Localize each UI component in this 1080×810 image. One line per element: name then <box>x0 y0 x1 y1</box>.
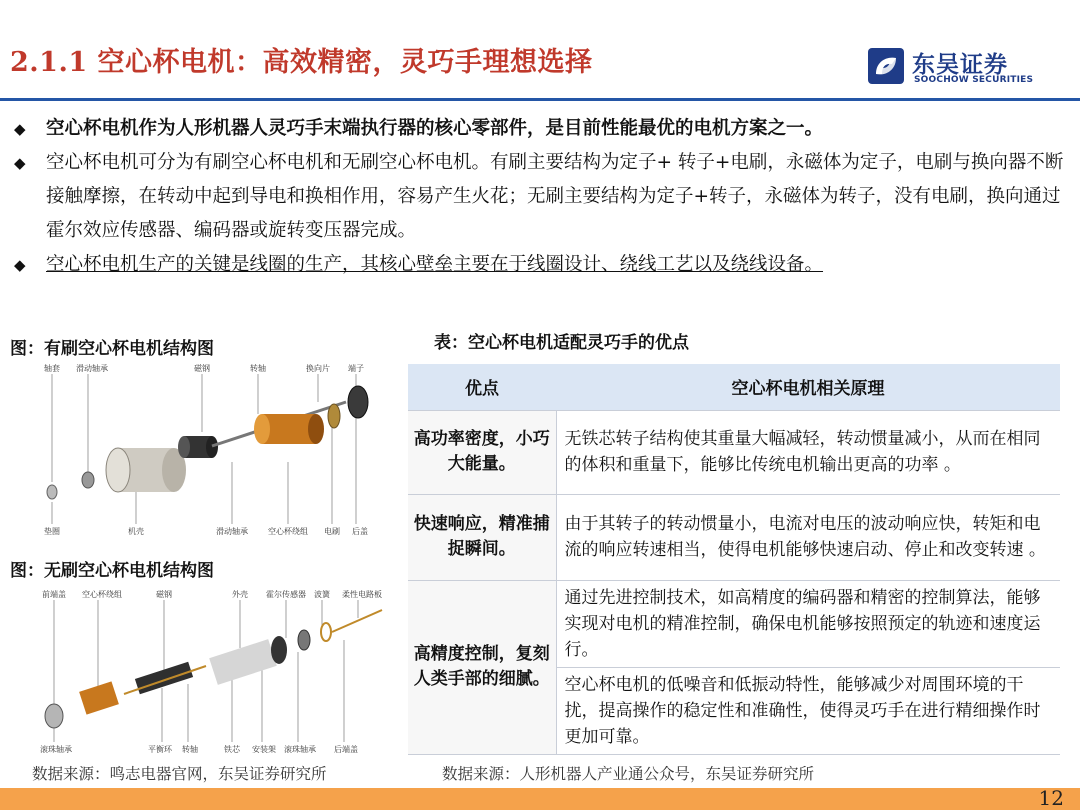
housing-part <box>106 448 186 492</box>
diamond-bullet-icon: ◆ <box>14 120 26 138</box>
brushless-motor-diagram <box>36 588 388 758</box>
soochow-logo-mark-icon <box>868 48 904 84</box>
figure1-top-label: 端子 <box>348 364 364 373</box>
advantage-cell: 高功率密度，小巧大能量。 <box>408 410 556 494</box>
hall-sensor-part <box>298 630 310 650</box>
diamond-bullet-icon: ◆ <box>14 154 26 172</box>
figure2-bottom-label: 铁芯 <box>224 745 240 754</box>
bullet-item <box>14 112 1070 146</box>
figure2-bottom-label: 后端盖 <box>334 745 358 754</box>
figure1-top-label: 轴套 <box>44 364 60 373</box>
page-number: 12 <box>1038 786 1064 810</box>
rotor-magnet-part <box>124 662 206 695</box>
figure1-bottom-label: 滑动轴承 <box>216 527 248 536</box>
table-row <box>408 410 1060 494</box>
figure1-caption: 图：有刷空心杯电机结构图 <box>10 339 214 359</box>
source-note-left: 数据来源：鸣志电器官网，东吴证券研究所 <box>32 765 327 783</box>
flex-board-part <box>332 610 382 632</box>
table-caption: 表：空心杯电机适配灵巧手的优点 <box>434 333 689 353</box>
figure2-top-label: 空心杯绕组 <box>82 590 122 599</box>
figure2-top-label: 波簧 <box>314 590 330 599</box>
principle-cell: 通过先进控制技术，如高精度的编码器和精密的控制算法，能够实现对电机的精准控制，确保电机能够按照预定的轨迹和速度运行。 <box>556 580 1060 667</box>
bullet-text: 空心杯电机可分为有刷空心杯电机和无刷空心杯电机。有刷主要结构为定子+ 转子+电刷，永磁体为定子，电刷与换向器不断接触摩擦，在转动中起到导电和换相作用，容易产生火花；无刷主要结构为定子+转子，永磁体为转子，没有电刷，换向通过霍尔效应传感器、编码器或旋转变压器完成。 <box>46 152 1064 241</box>
figure2-bottom-label: 安装架 <box>252 745 276 754</box>
bullet-list <box>14 112 1070 282</box>
figure1-bottom-label: 后盖 <box>352 527 368 536</box>
table-row <box>408 494 1060 580</box>
bearing-part <box>82 472 94 488</box>
logo-chinese-text: 东吴证券 <box>912 52 1008 78</box>
figure1-bottom-label: 垫圈 <box>44 527 60 536</box>
coil-part <box>254 414 324 444</box>
figure2-top-label: 柔性电路板 <box>342 590 382 599</box>
soochow-logo <box>868 46 1068 90</box>
figure1-bottom-label: 电刷 <box>324 527 340 536</box>
figure2-bottom-label: 滚珠轴承 <box>40 745 72 754</box>
table-header-cell: 空心杯电机相关原理 <box>556 364 1060 410</box>
table-row <box>408 580 1060 667</box>
winding-part <box>79 681 119 714</box>
principle-cell: 由于其转子的转动惯量小，电流对电压的波动响应快，转矩和电流的响应转速相当，使得电机能够快速启动、停止和改变转速 。 <box>556 494 1060 580</box>
footer-bar <box>0 788 1080 810</box>
figure1-top-label: 换向片 <box>306 364 330 373</box>
table-header-cell: 优点 <box>408 364 556 410</box>
figure2-top-label: 磁钢 <box>156 590 172 599</box>
diamond-bullet-icon: ◆ <box>14 256 26 274</box>
title-divider <box>0 98 1080 101</box>
bullet-text: 空心杯电机生产的关键是线圈的生产，其核心壁垒主要在于线圈设计、绕线工艺以及绕线设备。 <box>46 254 824 275</box>
brushed-motor-diagram <box>36 362 388 550</box>
table-header-row <box>408 364 1060 410</box>
front-cover-part <box>45 704 63 728</box>
figure2-bottom-label: 滚珠轴承 <box>284 745 316 754</box>
commutator-part <box>328 404 340 428</box>
outer-shell-part <box>209 636 287 685</box>
washer-part <box>47 485 57 499</box>
page-title: 2.1.1 空心杯电机：高效精密，灵巧手理想选择 <box>10 47 593 78</box>
magnet-part <box>178 436 218 458</box>
figure1-bottom-label: 机壳 <box>128 527 144 536</box>
end-cap-part <box>348 386 368 418</box>
figure1-top-label: 转轴 <box>250 364 266 373</box>
figure1-top-label: 滑动轴承 <box>76 364 108 373</box>
advantages-table <box>408 364 1060 755</box>
source-note-right: 数据来源：人形机器人产业通公众号，东吴证券研究所 <box>442 765 815 783</box>
bullet-item <box>14 248 1070 282</box>
principle-cell: 空心杯电机的低噪音和低振动特性，能够减少对周围环境的干扰，提高操作的稳定性和准确性，使得灵巧手在进行精细操作时更加可靠。 <box>556 667 1060 754</box>
advantage-cell: 快速响应，精准捕捉瞬间。 <box>408 494 556 580</box>
advantage-cell: 高精度控制，复刻人类手部的细腻。 <box>408 580 556 754</box>
principle-cell: 无铁芯转子结构使其重量大幅减轻，转动惯量减小，从而在相同的体积和重量下，能够比传统电机输出更高的功率 。 <box>556 410 1060 494</box>
figure2-top-label: 霍尔传感器 <box>266 590 306 599</box>
figure2-bottom-label: 平衡环 <box>148 745 172 754</box>
figure1-top-label: 磁钢 <box>194 364 210 373</box>
figure2-top-label: 外壳 <box>232 590 248 599</box>
figure2-bottom-label: 转轴 <box>182 745 198 754</box>
logo-english-text: SOOCHOW SECURITIES <box>914 75 1034 85</box>
figure1-bottom-label: 空心杯绕组 <box>268 527 308 536</box>
figure2-top-label: 前端盖 <box>42 590 66 599</box>
bullet-item <box>14 146 1070 248</box>
wave-spring-part <box>321 623 331 641</box>
bullet-text: 空心杯电机作为人形机器人灵巧手末端执行器的核心零部件，是目前性能最优的电机方案之一。 <box>46 118 824 139</box>
figure2-caption: 图：无刷空心杯电机结构图 <box>10 561 214 581</box>
